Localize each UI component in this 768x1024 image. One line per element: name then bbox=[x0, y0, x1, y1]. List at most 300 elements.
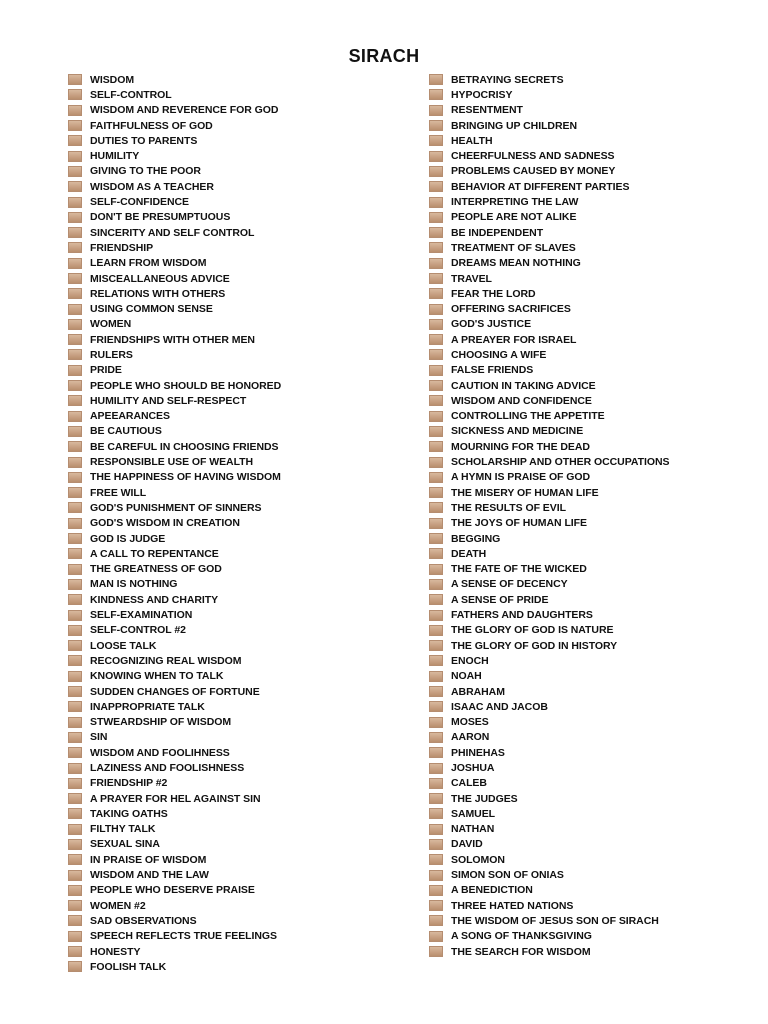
checkbox-icon[interactable] bbox=[68, 411, 82, 422]
list-item-label: HEALTH bbox=[451, 134, 493, 147]
list-item bbox=[68, 317, 281, 332]
list-item bbox=[429, 623, 669, 638]
list-item bbox=[68, 806, 281, 821]
checkbox-icon[interactable] bbox=[68, 89, 82, 100]
list-item-label: MOURNING FOR THE DEAD bbox=[451, 440, 590, 453]
list-item-label: BE CAUTIOUS bbox=[90, 425, 162, 438]
checkbox-icon[interactable] bbox=[429, 671, 443, 682]
list-item bbox=[429, 546, 669, 561]
list-item bbox=[429, 301, 669, 316]
list-item bbox=[68, 347, 281, 362]
list-item bbox=[68, 240, 281, 255]
list-item-label: THE MISERY OF HUMAN LIFE bbox=[451, 486, 599, 499]
list-item-label: OFFERING SACRIFICES bbox=[451, 303, 571, 316]
list-item bbox=[68, 87, 281, 102]
list-item-label: CALEB bbox=[451, 777, 487, 790]
list-item bbox=[68, 164, 281, 179]
checkbox-icon[interactable] bbox=[68, 839, 82, 850]
topic-list-right bbox=[429, 72, 669, 959]
checkbox-icon[interactable] bbox=[68, 457, 82, 468]
checkbox-icon[interactable] bbox=[429, 579, 443, 590]
checkbox-icon[interactable] bbox=[68, 304, 82, 315]
checkbox-icon[interactable] bbox=[429, 594, 443, 605]
checkbox-icon[interactable] bbox=[68, 885, 82, 896]
list-item bbox=[68, 531, 281, 546]
list-item-label: WOMEN bbox=[90, 318, 132, 331]
list-item-label: THE JUDGES bbox=[451, 792, 518, 805]
checkbox-icon[interactable] bbox=[68, 365, 82, 376]
checkbox-icon[interactable] bbox=[68, 395, 82, 406]
list-item-label: SCHOLARSHIP AND OTHER OCCUPATIONS bbox=[451, 456, 670, 469]
list-item bbox=[429, 454, 669, 469]
checkbox-icon[interactable] bbox=[429, 227, 443, 238]
list-item-label: A HYMN IS PRAISE OF GOD bbox=[451, 471, 591, 484]
checkbox-icon[interactable] bbox=[68, 824, 82, 835]
list-item-label: DREAMS MEAN NOTHING bbox=[451, 257, 581, 270]
list-item-label: GOD'S PUNISHMENT OF SINNERS bbox=[90, 501, 262, 514]
checkbox-icon[interactable] bbox=[68, 808, 82, 819]
list-item-label: FATHERS AND DAUGHTERS bbox=[451, 609, 593, 622]
list-item bbox=[429, 684, 669, 699]
checkbox-icon[interactable] bbox=[429, 319, 443, 330]
list-item bbox=[68, 791, 281, 806]
checkbox-icon[interactable] bbox=[68, 181, 82, 192]
list-item bbox=[429, 103, 669, 118]
list-item bbox=[68, 699, 281, 714]
checkbox-icon[interactable] bbox=[68, 946, 82, 957]
checkbox-icon[interactable] bbox=[68, 258, 82, 269]
list-item-label: INTERPRETING THE LAW bbox=[451, 196, 579, 209]
checkbox-icon[interactable] bbox=[68, 212, 82, 223]
list-item-label: PEOPLE ARE NOT ALIKE bbox=[451, 211, 577, 224]
list-item-label: A BENEDICTION bbox=[451, 884, 533, 897]
list-item bbox=[429, 485, 669, 500]
list-item bbox=[68, 286, 281, 301]
list-item bbox=[429, 87, 669, 102]
list-item-label: MOSES bbox=[451, 716, 489, 729]
list-item-label: IN PRAISE OF WISDOM bbox=[90, 853, 207, 866]
checkbox-icon[interactable] bbox=[68, 961, 82, 972]
list-item-label: BETRAYING SECRETS bbox=[451, 73, 564, 86]
checkbox-icon[interactable] bbox=[68, 640, 82, 651]
checkbox-icon[interactable] bbox=[68, 349, 82, 360]
checkbox-icon[interactable] bbox=[429, 487, 443, 498]
checkbox-icon[interactable] bbox=[68, 135, 82, 146]
list-item bbox=[429, 791, 669, 806]
list-item bbox=[68, 409, 281, 424]
checkbox-icon[interactable] bbox=[68, 441, 82, 452]
checkbox-icon[interactable] bbox=[68, 487, 82, 498]
checkbox-icon[interactable] bbox=[68, 778, 82, 789]
list-item-label: RULERS bbox=[90, 348, 133, 361]
list-item-label: SAD OBSERVATIONS bbox=[90, 914, 197, 927]
list-item-label: SOLOMON bbox=[451, 853, 505, 866]
list-item bbox=[68, 944, 281, 959]
checkbox-icon[interactable] bbox=[68, 518, 82, 529]
checkbox-icon[interactable] bbox=[429, 701, 443, 712]
list-item bbox=[429, 592, 669, 607]
checkbox-icon[interactable] bbox=[68, 671, 82, 682]
list-item bbox=[68, 913, 281, 928]
checkbox-icon[interactable] bbox=[68, 502, 82, 513]
list-item-label: DAVID bbox=[451, 838, 483, 851]
list-item bbox=[429, 393, 669, 408]
list-item bbox=[429, 133, 669, 148]
checkbox-icon[interactable] bbox=[429, 533, 443, 544]
checkbox-icon[interactable] bbox=[68, 197, 82, 208]
checkbox-icon[interactable] bbox=[429, 441, 443, 452]
checkbox-icon[interactable] bbox=[68, 701, 82, 712]
checkbox-icon[interactable] bbox=[68, 610, 82, 621]
list-item bbox=[429, 898, 669, 913]
checkbox-icon[interactable] bbox=[68, 564, 82, 575]
checkbox-icon[interactable] bbox=[429, 304, 443, 315]
list-item bbox=[68, 577, 281, 592]
list-item bbox=[68, 516, 281, 531]
list-item-label: DUTIES TO PARENTS bbox=[90, 134, 198, 147]
list-item-label: THE FATE OF THE WICKED bbox=[451, 563, 587, 576]
list-item-label: THE GREATNESS OF GOD bbox=[90, 563, 222, 576]
list-item bbox=[68, 118, 281, 133]
checkbox-icon[interactable] bbox=[68, 915, 82, 926]
list-item bbox=[68, 256, 281, 271]
list-item-label: GIVING TO THE POOR bbox=[90, 165, 201, 178]
checkbox-icon[interactable] bbox=[68, 105, 82, 116]
list-item bbox=[68, 776, 281, 791]
list-item bbox=[68, 684, 281, 699]
list-item-label: PHINEHAS bbox=[451, 746, 505, 759]
checkbox-icon[interactable] bbox=[429, 839, 443, 850]
checkbox-icon[interactable] bbox=[429, 763, 443, 774]
list-item-label: NOAH bbox=[451, 670, 482, 683]
list-item-label: GOD IS JUDGE bbox=[90, 532, 166, 545]
checkbox-icon[interactable] bbox=[429, 411, 443, 422]
checkbox-icon[interactable] bbox=[68, 288, 82, 299]
list-item-label: DEATH bbox=[451, 547, 487, 560]
list-item-label: WISDOM AND REVERENCE FOR GOD bbox=[90, 104, 279, 117]
checkbox-icon[interactable] bbox=[429, 564, 443, 575]
checkbox-icon[interactable] bbox=[429, 457, 443, 468]
list-item-label: FALSE FRIENDS bbox=[451, 364, 534, 377]
list-item-label: WISDOM AND THE LAW bbox=[90, 869, 209, 882]
list-item bbox=[429, 194, 669, 209]
list-item-label: KINDNESS AND CHARITY bbox=[90, 593, 219, 606]
list-item bbox=[429, 822, 669, 837]
checkbox-icon[interactable] bbox=[429, 885, 443, 896]
list-item-label: FILTHY TALK bbox=[90, 823, 156, 836]
list-item bbox=[429, 118, 669, 133]
list-item-label: MISCEALLANEOUS ADVICE bbox=[90, 272, 230, 285]
list-item-label: WISDOM AND FOOLIHNESS bbox=[90, 746, 230, 759]
checkbox-icon[interactable] bbox=[429, 212, 443, 223]
checkbox-icon[interactable] bbox=[68, 319, 82, 330]
checkbox-icon[interactable] bbox=[429, 74, 443, 85]
checkbox-icon[interactable] bbox=[429, 181, 443, 192]
checkbox-icon[interactable] bbox=[68, 334, 82, 345]
checkbox-icon[interactable] bbox=[68, 74, 82, 85]
list-item-label: CONTROLLING THE APPETITE bbox=[451, 410, 605, 423]
list-item-label: LOOSE TALK bbox=[90, 639, 157, 652]
checkbox-icon[interactable] bbox=[429, 151, 443, 162]
list-item bbox=[68, 883, 281, 898]
list-item bbox=[68, 852, 281, 867]
checkbox-icon[interactable] bbox=[68, 763, 82, 774]
list-item-label: SIMON SON OF ONIAS bbox=[451, 869, 564, 882]
checkbox-icon[interactable] bbox=[68, 732, 82, 743]
list-item bbox=[429, 439, 669, 454]
list-item-label: BEHAVIOR AT DIFFERENT PARTIES bbox=[451, 180, 630, 193]
list-item-label: PROBLEMS CAUSED BY MONEY bbox=[451, 165, 616, 178]
list-item-label: SELF-EXAMINATION bbox=[90, 609, 193, 622]
checkbox-icon[interactable] bbox=[429, 334, 443, 345]
list-item bbox=[429, 730, 669, 745]
checkbox-icon[interactable] bbox=[429, 472, 443, 483]
checkbox-icon[interactable] bbox=[68, 548, 82, 559]
checkbox-icon[interactable] bbox=[429, 349, 443, 360]
checkbox-icon[interactable] bbox=[429, 89, 443, 100]
list-item bbox=[68, 898, 281, 913]
list-item-label: SAMUEL bbox=[451, 807, 496, 820]
checkbox-icon[interactable] bbox=[68, 747, 82, 758]
checkbox-icon[interactable] bbox=[68, 870, 82, 881]
checkbox-icon[interactable] bbox=[429, 931, 443, 942]
checkbox-icon[interactable] bbox=[429, 502, 443, 513]
list-item bbox=[429, 332, 669, 347]
checkbox-icon[interactable] bbox=[429, 166, 443, 177]
list-item bbox=[68, 546, 281, 561]
list-item-label: THE SEARCH FOR WISDOM bbox=[451, 945, 591, 958]
list-item-label: THE WISDOM OF JESUS SON OF SIRACH bbox=[451, 914, 659, 927]
checkbox-icon[interactable] bbox=[429, 778, 443, 789]
list-item-label: THE GLORY OF GOD IN HISTORY bbox=[451, 639, 618, 652]
checkbox-icon[interactable] bbox=[68, 625, 82, 636]
list-item bbox=[68, 179, 281, 194]
checkbox-icon[interactable] bbox=[429, 854, 443, 865]
checkbox-icon[interactable] bbox=[429, 380, 443, 391]
list-item bbox=[68, 271, 281, 286]
checkbox-icon[interactable] bbox=[429, 870, 443, 881]
list-item bbox=[429, 271, 669, 286]
list-item bbox=[68, 225, 281, 240]
list-item bbox=[68, 959, 281, 974]
list-item-label: CAUTION IN TAKING ADVICE bbox=[451, 379, 596, 392]
checkbox-icon[interactable] bbox=[429, 625, 443, 636]
checkbox-icon[interactable] bbox=[429, 793, 443, 804]
list-item bbox=[429, 179, 669, 194]
checkbox-icon[interactable] bbox=[68, 533, 82, 544]
list-item bbox=[68, 103, 281, 118]
checkbox-icon[interactable] bbox=[429, 640, 443, 651]
list-item-label: SIN bbox=[90, 731, 108, 744]
list-item bbox=[429, 286, 669, 301]
list-item-label: USING COMMON SENSE bbox=[90, 303, 213, 316]
list-item-label: FRIENDSHIPS WITH OTHER MEN bbox=[90, 333, 255, 346]
checkbox-icon[interactable] bbox=[429, 548, 443, 559]
checkbox-icon[interactable] bbox=[68, 472, 82, 483]
checkbox-icon[interactable] bbox=[429, 732, 443, 743]
checkbox-icon[interactable] bbox=[429, 747, 443, 758]
list-item bbox=[429, 929, 669, 944]
checkbox-icon[interactable] bbox=[429, 655, 443, 666]
list-item bbox=[429, 714, 669, 729]
list-item bbox=[68, 393, 281, 408]
checkbox-icon[interactable] bbox=[429, 610, 443, 621]
topic-list-left bbox=[68, 72, 281, 975]
list-item bbox=[429, 225, 669, 240]
list-item bbox=[68, 332, 281, 347]
checkbox-icon[interactable] bbox=[429, 273, 443, 284]
list-item bbox=[429, 607, 669, 622]
list-item-label: A PRAYER FOR HEL AGAINST SIN bbox=[90, 792, 261, 805]
list-item bbox=[429, 638, 669, 653]
list-item bbox=[429, 852, 669, 867]
list-item bbox=[68, 424, 281, 439]
list-item bbox=[429, 699, 669, 714]
checkbox-icon[interactable] bbox=[429, 135, 443, 146]
checkbox-icon[interactable] bbox=[429, 915, 443, 926]
list-item-label: A SENSE OF DECENCY bbox=[451, 578, 568, 591]
checkbox-icon[interactable] bbox=[68, 686, 82, 697]
list-item-label: GOD'S WISDOM IN CREATION bbox=[90, 517, 240, 530]
list-item bbox=[429, 240, 669, 255]
list-item bbox=[68, 470, 281, 485]
list-item bbox=[429, 500, 669, 515]
list-item bbox=[429, 913, 669, 928]
list-item-label: FRIENDSHIP #2 bbox=[90, 777, 168, 790]
list-item-label: SELF-CONTROL bbox=[90, 88, 172, 101]
list-item-label: SICKNESS AND MEDICINE bbox=[451, 425, 584, 438]
checkbox-icon[interactable] bbox=[68, 900, 82, 911]
checkbox-icon[interactable] bbox=[429, 426, 443, 437]
checkbox-icon[interactable] bbox=[429, 808, 443, 819]
list-item bbox=[68, 638, 281, 653]
checkbox-icon[interactable] bbox=[68, 793, 82, 804]
checkbox-icon[interactable] bbox=[429, 946, 443, 957]
list-item bbox=[68, 194, 281, 209]
list-item bbox=[429, 653, 669, 668]
checkbox-icon[interactable] bbox=[68, 166, 82, 177]
list-item bbox=[68, 148, 281, 163]
list-item-label: THE JOYS OF HUMAN LIFE bbox=[451, 517, 587, 530]
checkbox-icon[interactable] bbox=[429, 365, 443, 376]
checkbox-icon[interactable] bbox=[429, 197, 443, 208]
list-item-label: AARON bbox=[451, 731, 490, 744]
checkbox-icon[interactable] bbox=[68, 242, 82, 253]
list-item bbox=[429, 210, 669, 225]
checkbox-icon[interactable] bbox=[68, 426, 82, 437]
list-item bbox=[429, 776, 669, 791]
checkbox-icon[interactable] bbox=[68, 380, 82, 391]
list-item bbox=[68, 714, 281, 729]
checkbox-icon[interactable] bbox=[429, 900, 443, 911]
list-item-label: THE HAPPINESS OF HAVING WISDOM bbox=[90, 471, 281, 484]
checkbox-icon[interactable] bbox=[429, 717, 443, 728]
list-item-label: STWEARDSHIP OF WISDOM bbox=[90, 716, 232, 729]
checkbox-icon[interactable] bbox=[68, 931, 82, 942]
checkbox-icon[interactable] bbox=[429, 824, 443, 835]
list-item-label: BEGGING bbox=[451, 532, 501, 545]
list-item-label: CHOOSING A WIFE bbox=[451, 348, 547, 361]
checkbox-icon[interactable] bbox=[429, 242, 443, 253]
list-item-label: PRIDE bbox=[90, 364, 122, 377]
list-item bbox=[68, 378, 281, 393]
list-item-label: BE CAREFUL IN CHOOSING FRIENDS bbox=[90, 440, 279, 453]
list-item bbox=[429, 806, 669, 821]
list-item bbox=[68, 745, 281, 760]
list-item-label: GOD'S JUSTICE bbox=[451, 318, 532, 331]
checkbox-icon[interactable] bbox=[68, 717, 82, 728]
checkbox-icon[interactable] bbox=[68, 273, 82, 284]
list-item-label: MAN IS NOTHING bbox=[90, 578, 178, 591]
checkbox-icon[interactable] bbox=[68, 151, 82, 162]
list-item bbox=[68, 363, 281, 378]
list-item-label: NATHAN bbox=[451, 823, 495, 836]
list-item-label: ABRAHAM bbox=[451, 685, 505, 698]
list-item bbox=[429, 562, 669, 577]
list-item-label: SELF-CONTROL #2 bbox=[90, 624, 186, 637]
list-item bbox=[429, 347, 669, 362]
checkbox-icon[interactable] bbox=[429, 288, 443, 299]
list-item-label: WISDOM AND CONFIDENCE bbox=[451, 394, 592, 407]
list-item bbox=[429, 760, 669, 775]
list-item-label: A SENSE OF PRIDE bbox=[451, 593, 549, 606]
checkbox-icon[interactable] bbox=[429, 120, 443, 131]
list-item-label: RELATIONS WITH OTHERS bbox=[90, 287, 226, 300]
list-item bbox=[68, 929, 281, 944]
list-item-label: RESENTMENT bbox=[451, 104, 523, 117]
list-item bbox=[429, 378, 669, 393]
list-item bbox=[429, 745, 669, 760]
checkbox-icon[interactable] bbox=[68, 594, 82, 605]
list-item bbox=[68, 301, 281, 316]
checkbox-icon[interactable] bbox=[68, 655, 82, 666]
checkbox-icon[interactable] bbox=[429, 395, 443, 406]
list-item bbox=[68, 485, 281, 500]
list-item bbox=[429, 531, 669, 546]
list-item-label: FOOLISH TALK bbox=[90, 960, 167, 973]
checkbox-icon[interactable] bbox=[429, 258, 443, 269]
list-item-label: HYPOCRISY bbox=[451, 88, 513, 101]
checkbox-icon[interactable] bbox=[429, 518, 443, 529]
list-item bbox=[68, 822, 281, 837]
page-title: SIRACH bbox=[348, 46, 420, 66]
list-item-label: TRAVEL bbox=[451, 272, 492, 285]
list-item bbox=[68, 607, 281, 622]
checkbox-icon[interactable] bbox=[68, 579, 82, 590]
checkbox-icon[interactable] bbox=[429, 105, 443, 116]
list-item-label: FEAR THE LORD bbox=[451, 287, 536, 300]
list-item-label: HUMILITY bbox=[90, 150, 140, 163]
checkbox-icon[interactable] bbox=[68, 120, 82, 131]
list-item-label: HUMILITY AND SELF-RESPECT bbox=[90, 394, 247, 407]
checkbox-icon[interactable] bbox=[68, 227, 82, 238]
list-item bbox=[68, 210, 281, 225]
checkbox-icon[interactable] bbox=[429, 686, 443, 697]
list-item bbox=[429, 409, 669, 424]
list-item bbox=[68, 653, 281, 668]
list-item-label: THE GLORY OF GOD IS NATURE bbox=[451, 624, 614, 637]
list-item-label: KNOWING WHEN TO TALK bbox=[90, 670, 224, 683]
list-item-label: WISDOM bbox=[90, 73, 135, 86]
list-item bbox=[429, 256, 669, 271]
list-item-label: CHEERFULNESS AND SADNESS bbox=[451, 150, 615, 163]
list-item bbox=[68, 867, 281, 882]
list-item bbox=[429, 363, 669, 378]
checkbox-icon[interactable] bbox=[68, 854, 82, 865]
list-item bbox=[429, 317, 669, 332]
list-item-label: BE INDEPENDENT bbox=[451, 226, 544, 239]
list-item bbox=[68, 72, 281, 87]
